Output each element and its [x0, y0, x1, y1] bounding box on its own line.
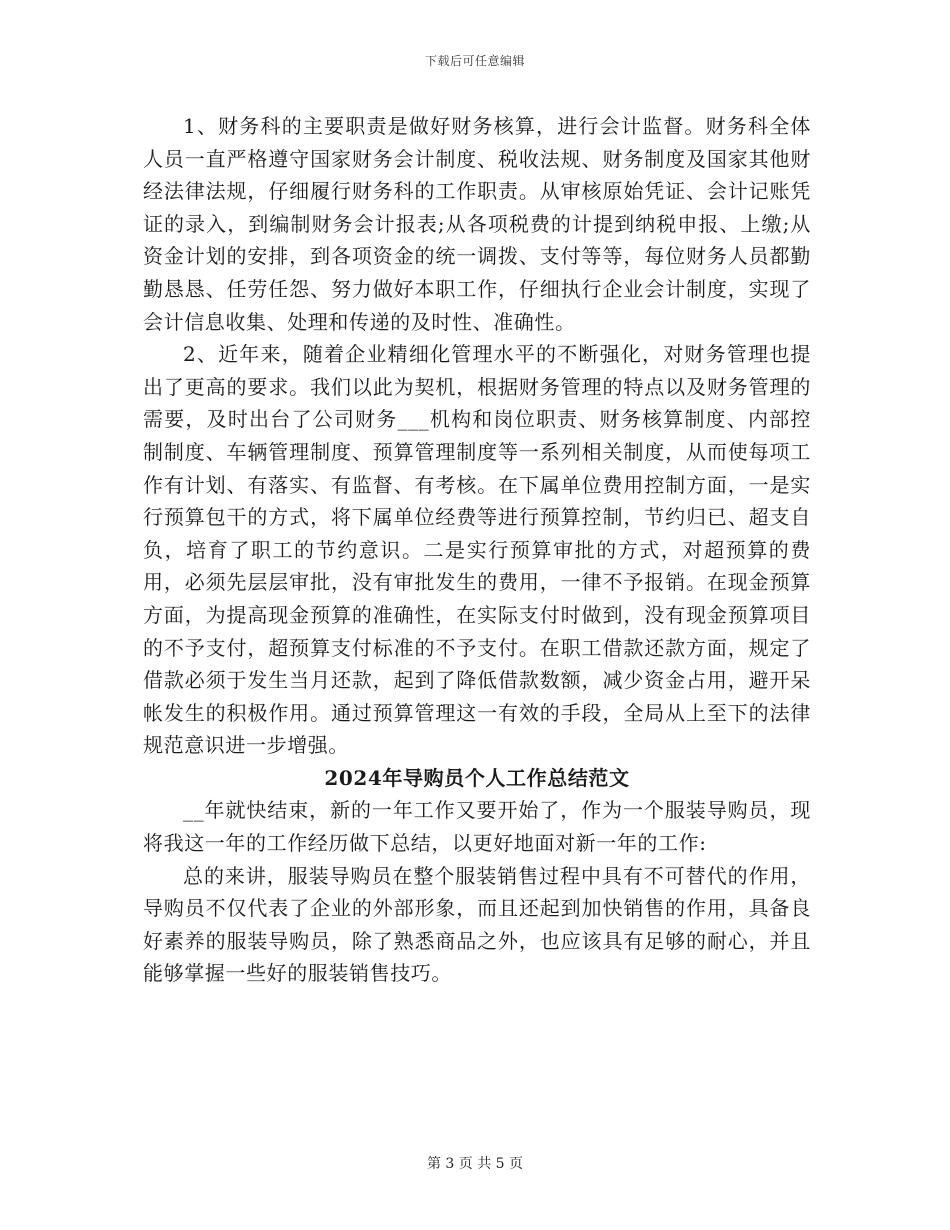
page-header-note: 下载后可任意编辑 — [424, 54, 525, 68]
page-number: 第 3 页 共 5 页 — [426, 1156, 524, 1172]
paragraph-finance-management: 2、近年来，随着企业精细化管理水平的不断强化，对财务管理也提出了更高的要求。我们以此为契机，根据财务管理的特点以及财务管理的需要，及时出台了公司财务___机构和岗位职责、财务核算制度、内部控制制度、车辆管理制度、预算管理制度等一系列相关制度，从而使每项工作有计划、有落实、有监督、有考核。在下属单位费用控制方面，一是实行预算包干的方式，将下属单位经费等进行预算控制，节约归已、超支自负，培育了职工的节约意识。二是实行预算审批的方式，对超预算的费用，必须先层层审批，没有审批发生的费用，一律不予报销。在现金预算方面，为提高现金预算的准确性，在实际支付时做到，没有现金预算项目的不予支付，超预算支付标准的不予支付。在职工借款还款方面，规定了借款必须于发生当月还款，起到了降低借款数额，减少资金占用，避开呆帐发生的积极作用。通过预算管理这一有效的手段，全局从上至下的法律规范意识进一步增强。 — [143, 342, 811, 758]
paragraph-summary: 总的来讲，服装导购员在整个服装销售过程中具有不可替代的作用，导购员不仅代表了企业的外部形象，而且还起到加快销售的作用，具备良好素养的服装导购员，除了熟悉商品之外，也应该具有足够的耐心，并且能够掌握一些好的服装销售技巧。 — [143, 863, 811, 986]
document-body — [143, 110, 811, 990]
paragraph-finance-duties: 1、财务科的主要职责是做好财务核算，进行会计监督。财务科全体人员一直严格遵守国家财务会计制度、税收法规、财务制度及国家其他财经法律法规，仔细履行财务科的工作职责。从审核原始凭证、会计记账凭证的录入，到编制财务会计报表;从各项税费的计提到纳税申报、上缴;从资金计划的安排，到各项资金的统一调拨、支付等等，每位财务人员都勤勤恳恳、任劳任怨、努力做好本职工作，仔细执行企业会计制度，实现了会计信息收集、处理和传递的及时性、准确性。 — [143, 114, 811, 334]
section-title: 2024年导购员个人工作总结范文 — [324, 765, 630, 790]
paragraph-intro: __年就快结束，新的一年工作又要开始了，作为一个服装导购员，现将我这一年的工作经历做下总结，以更好地面对新一年的工作: — [143, 798, 811, 856]
